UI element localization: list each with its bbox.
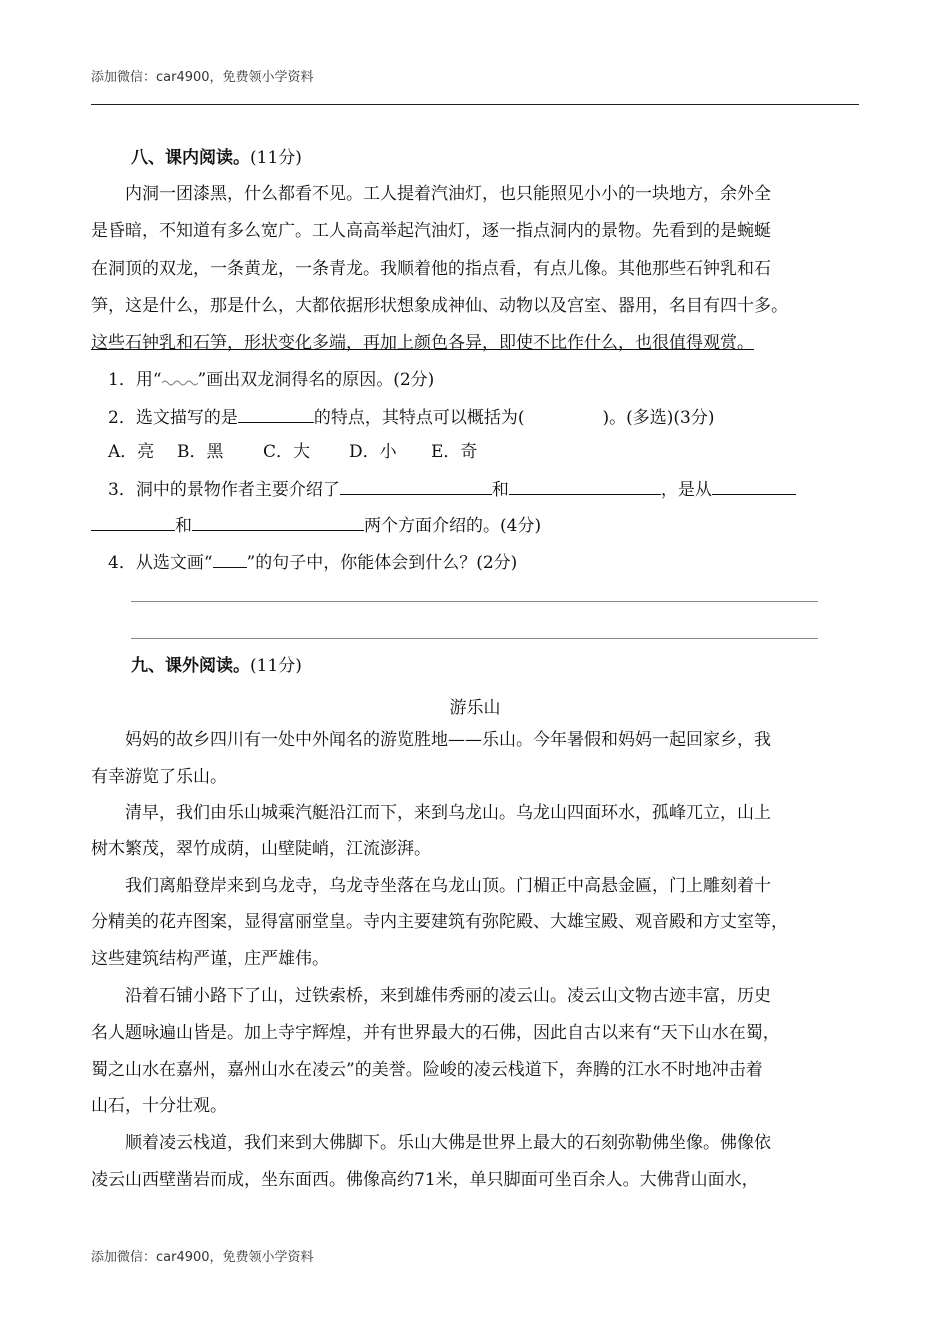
option-c[interactable]: C．大	[263, 442, 311, 462]
question-3-text-mid: ，是从	[660, 480, 712, 500]
page-footer: 添加微信：car4900，免费领小学资料	[91, 1250, 314, 1265]
option-e[interactable]: E．奇	[431, 442, 478, 462]
question-1-text: 1．用“	[91, 370, 162, 390]
passage-8-line: 在洞顶的双龙，一条黄龙，一条青龙。我顺着他的指点看，有点儿像。其他那些石钟乳和石	[91, 259, 771, 279]
passage-8-underlined-line: 这些石钟乳和石笋，形状变化多端，再加上颜色各异，即使不比作什么，也很值得观赏。	[91, 333, 754, 353]
question-2-text: 2．选文描写的是	[91, 408, 238, 428]
question-3-text: 3．洞中的景物作者主要介绍了	[91, 480, 340, 500]
passage-8-line: 是昏暗，不知道有多么宽广。工人高高举起汽油灯，逐一指点洞内的景物。先看到的是蜿蜒	[91, 221, 771, 241]
section-9-points: (11分)	[250, 656, 302, 676]
answer-blank[interactable]	[91, 514, 175, 531]
section-8-title: 八、课内阅读。	[131, 148, 250, 168]
question-3	[91, 478, 796, 500]
question-3-and: 和	[491, 480, 509, 500]
question-2	[91, 406, 714, 428]
section-9-title: 九、课外阅读。	[131, 656, 250, 676]
question-3-text-end: 两个方面介绍的。(4分)	[364, 516, 542, 536]
answer-line[interactable]	[131, 601, 818, 602]
passage-9-line: 名人题咏遍山皆是。加上寺宇辉煌，并有世界最大的石佛，因此自古以来有“天下山水在蜀，	[91, 1023, 780, 1043]
passage-9-line: 妈妈的故乡四川有一处中外闻名的游览胜地——乐山。今年暑假和妈妈一起回家乡，我	[91, 730, 771, 750]
passage-9-line: 我们离船登岸来到乌龙寺，乌龙寺坐落在乌龙山顶。门楣正中高悬金匾，门上雕刻着十	[91, 876, 771, 896]
question-3-continued	[91, 514, 541, 536]
answer-blank[interactable]	[340, 478, 492, 495]
option-a[interactable]: A．亮	[91, 442, 155, 462]
answer-blank[interactable]	[509, 478, 661, 495]
underline-sample	[213, 551, 247, 568]
passage-9-line: 山石，十分壮观。	[91, 1096, 227, 1116]
answer-line[interactable]	[131, 638, 818, 639]
option-d[interactable]: D．小	[349, 442, 397, 462]
header-divider	[91, 104, 859, 105]
section-8-heading	[91, 148, 302, 168]
article-title: 游乐山	[449, 698, 501, 718]
passage-8-line: 内洞一团漆黑，什么都看不见。工人提着汽油灯，也只能照见小小的一块地方，余外全	[91, 184, 771, 204]
passage-9-line: 这些建筑结构严谨，庄严雄伟。	[91, 949, 329, 969]
answer-blank[interactable]	[712, 478, 796, 495]
passage-9-line: 顺着凌云栈道，我们来到大佛脚下。乐山大佛是世界上最大的石刻弥勒佛坐像。佛像依	[91, 1133, 771, 1153]
wavy-line-icon	[162, 375, 198, 387]
section-9-heading	[91, 656, 302, 676]
answer-blank[interactable]	[238, 406, 314, 423]
passage-9-line: 有幸游览了乐山。	[91, 767, 227, 787]
passage-9-line: 树木繁茂，翠竹成荫，山壁陡峭，江流澎湃。	[91, 839, 431, 859]
question-4-text: 4．从选文画“	[91, 553, 213, 573]
answer-blank[interactable]	[192, 514, 364, 531]
passage-9-line: 蜀之山水在嘉州，嘉州山水在凌云”的美誉。险峻的凌云栈道下，奔腾的江水不时地冲击着	[91, 1060, 763, 1080]
section-8-points: (11分)	[250, 148, 302, 168]
question-2-text-mid: 的特点，其特点可以概括为(	[313, 408, 525, 428]
question-2-text-end: )。(多选)(3分)	[602, 408, 715, 428]
passage-9-line: 沿着石铺小路下了山，过铁索桥，来到雄伟秀丽的凌云山。凌云山文物古迹丰富，历史	[91, 986, 771, 1006]
option-b[interactable]: B．黑	[177, 442, 224, 462]
passage-8-line: 笋，这是什么，那是什么，大都依据形状想象成神仙、动物以及宫室、器用，名目有四十多。	[91, 296, 788, 316]
question-1-text-end: ”画出双龙洞得名的原因。(2分)	[197, 370, 435, 390]
passage-9-line: 清早，我们由乐山城乘汽艇沿江而下，来到乌龙山。乌龙山四面环水，孤峰兀立，山上	[91, 803, 771, 823]
passage-9-line: 分精美的花卉图案，显得富丽堂皇。寺内主要建筑有弥陀殿、大雄宝殿、观音殿和方丈室等，	[91, 912, 788, 932]
question-2-options	[91, 442, 477, 462]
question-4-text-end: ”的句子中，你能体会到什么？(2分)	[246, 553, 518, 573]
question-3-and: 和	[175, 516, 192, 536]
passage-9-line: 凌云山西壁凿岩而成，坐东面西。佛像高约71米，单只脚面可坐百余人。大佛背山面水，	[91, 1170, 759, 1190]
question-1	[91, 370, 434, 390]
page-header: 添加微信：car4900，免费领小学资料	[91, 70, 314, 85]
question-4	[91, 551, 517, 573]
